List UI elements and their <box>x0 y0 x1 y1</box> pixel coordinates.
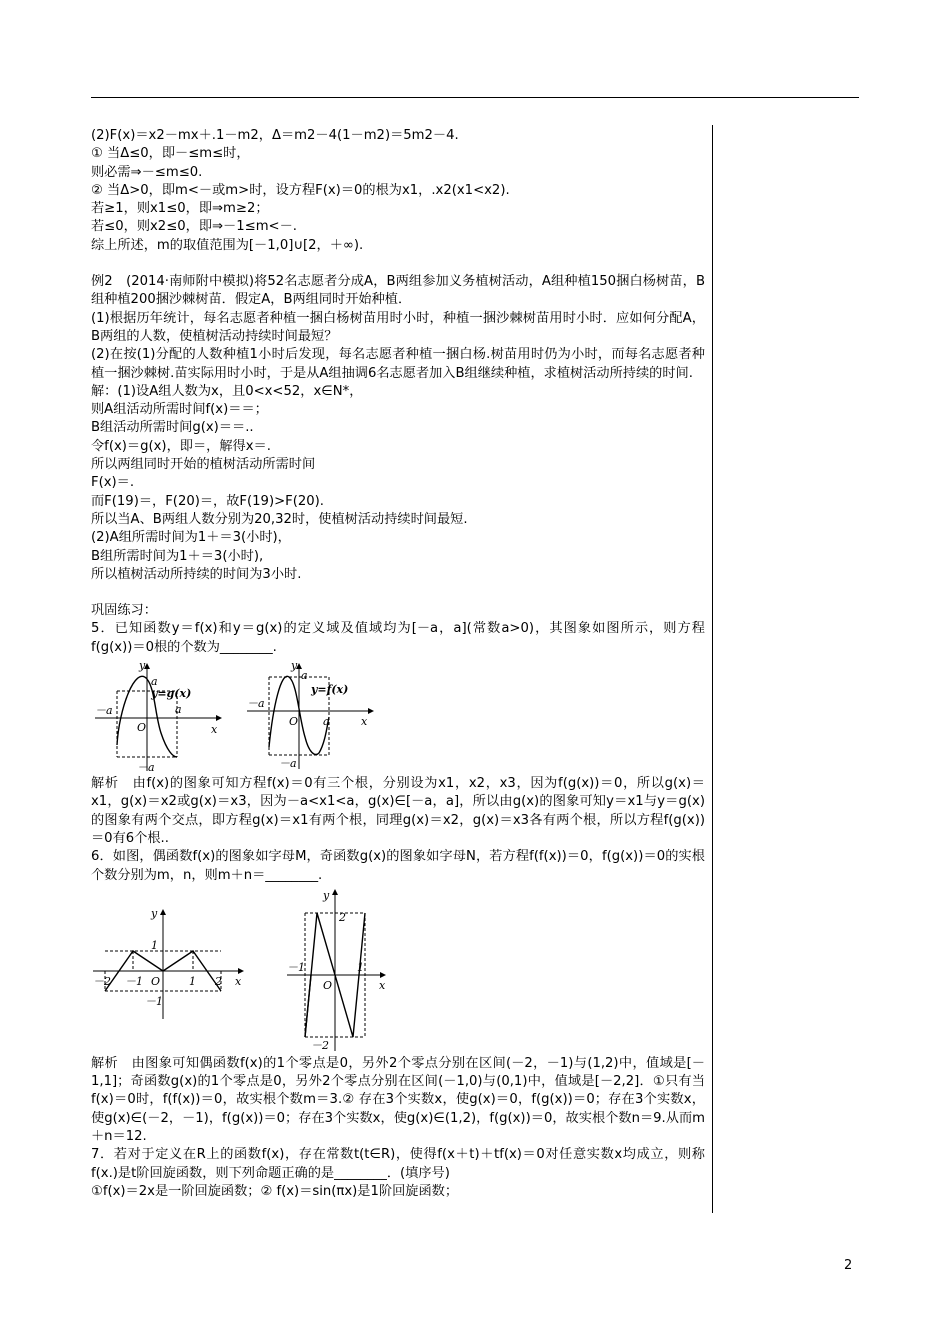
text-line: 若≥1，则x1≤0，即⇒m≥2； <box>91 201 269 217</box>
text-line: (2)F(x)＝x2－mx＋.1－m2，Δ＝m2－4(1－m2)＝5m2－4. <box>91 128 459 143</box>
tick-label: a <box>301 669 308 683</box>
tick-label: －a <box>137 761 155 775</box>
tick-label: 1 <box>357 960 364 974</box>
curve-label: y=f(x) <box>311 683 349 697</box>
text-line: ② 当Δ>0，即m<－或m>时，设方程F(x)＝0的根为x1，.x2(x1<x2). <box>91 182 510 198</box>
answer-6: 解析 由图象可知偶函数f(x)的1个零点是0，另外2个零点分别在区间(－2，－1)与(1,2)中，值域是[－1,1]；奇函数g(x)的1个零点是0，另外2个零点分别在区间(－1,0)与(0,1)中，值域是[－2,2]．①只有当f(x)＝0时，f(f(x))＝0，故实根个数m＝3.② 存在3个实数x，使g(x)＝0，f(g(x))＝0；存在3个实数x，使g(x)∈(－2，－1)，f(g(x))＝0；存在3个实数x，使g(x)∈(1,2)，f(g(x))＝0，故实根个数n＝9.从而m＋n＝12. <box>91 1055 705 1144</box>
axis-label-y: y <box>151 906 158 920</box>
tick-label: －a <box>95 704 113 718</box>
example2-problem: 例2 (2014·南师附中模拟)将52名志愿者分成A，B两组参加义务植树活动，A组种植150捆白杨树苗，B组种植200捆沙棘树苗．假定A，B两组同时开始种植． <box>91 274 705 308</box>
text-line: 若≤0，则x2≤0，即⇒－1≤m<－. <box>91 219 297 235</box>
example2-question-1: (1)根据历年统计，每名志愿者种植一捆白杨树苗用时小时，种植一捆沙棘树苗用时小时．应如何分配A，B两组的人数，使植树活动持续时间最短？ <box>91 310 705 344</box>
origin-label: O <box>151 974 161 988</box>
tick-label: 1 <box>151 938 158 952</box>
question-6: 6．如图，偶函数f(x)的图象如字母M，奇函数g(x)的图象如字母N，若方程f(f(x))＝0，f(g(x))＝0的实根个数分别为m，n，则m＋n＝________. <box>91 849 705 883</box>
tick-label: －2 <box>311 1038 329 1052</box>
q6-figures <box>91 885 705 1055</box>
tick-label: －1 <box>287 960 305 974</box>
curve-label: y=g(x) <box>151 687 192 701</box>
origin-label: O <box>137 721 147 735</box>
question-7-options: ①f(x)＝2x是一阶回旋函数；② f(x)＝sin(πx)是1阶回旋函数； <box>91 1183 459 1199</box>
tick-label: －a <box>247 697 265 711</box>
axis-label-x: x <box>211 723 218 737</box>
text-line: 所以两组同时开始的植树活动所需时间 <box>91 457 316 473</box>
text-line: B组所需时间为1＋＝3(小时), <box>91 548 264 564</box>
tick-label: －1 <box>125 974 143 988</box>
text-line: 所以植树活动所持续的时间为3小时. <box>91 566 302 582</box>
axis-label-y: y <box>323 888 330 902</box>
tick-label: 2 <box>215 974 222 988</box>
text-line: 则A组活动所需时间f(x)＝＝； <box>91 402 268 418</box>
example2-question-2: (2)在按(1)分配的人数种植1小时后发现，每名志愿者种植一捆白杨.树苗用时仍为小时，而每名志愿者种植一捆沙棘树.苗实际用时小时，于是从A组抽调6名志愿者加入B组继续种植，求植树活动所持续的时间. <box>91 347 705 381</box>
axis-label-x: x <box>361 715 368 729</box>
q6-graph-m <box>91 901 251 1031</box>
text-line: B组活动所需时间g(x)＝＝.. <box>91 420 254 436</box>
q5-graph-g <box>91 657 231 775</box>
q5-graph-f <box>243 657 383 775</box>
page-number: 2 <box>844 1258 853 1273</box>
question-5: 5．已知函数y＝f(x)和y＝g(x)的定义域及值域均为[－a，a](常数a>0)，其图象如图所示，则方程f(g(x))＝0根的个数为________. <box>91 621 705 655</box>
origin-label: O <box>289 715 299 729</box>
practice-heading: 巩固练习： <box>91 603 157 619</box>
tick-label: a <box>175 703 182 717</box>
axis-label-x: x <box>379 978 386 992</box>
text-line: ① 当Δ≤0，即－≤m≤时， <box>91 146 250 162</box>
page-content <box>91 127 705 1201</box>
tick-label: 2 <box>339 910 346 924</box>
text-line: 则必需⇒－≤m≤0. <box>91 164 203 180</box>
text-line: (2)A组所需时间为1＋＝3(小时)， <box>91 530 291 546</box>
axis-label-y: y <box>139 659 146 673</box>
tick-label: 1 <box>189 974 196 988</box>
tick-label: －a <box>279 757 297 771</box>
tick-label: －1 <box>145 994 163 1008</box>
tick-label: a <box>323 715 330 729</box>
tick-label: a <box>151 675 158 689</box>
text-line: 综上所述，m的取值范围为[－1,0]∪[2，＋∞). <box>91 237 364 253</box>
tick-label: －2 <box>93 974 111 988</box>
text-line: 令f(x)＝g(x)，即＝，解得x＝. <box>91 438 271 454</box>
axis-label-x: x <box>235 974 242 988</box>
q5-figures <box>91 657 705 775</box>
text-line: 解：(1)设A组人数为x，且0<x<52，x∈N*， <box>91 383 363 399</box>
column-rule <box>712 125 713 1213</box>
origin-label: O <box>323 978 333 992</box>
header-rule <box>91 97 859 98</box>
q6-graph-n <box>287 885 397 1055</box>
text-line: 所以当A、B两组人数分别为20,32时，使植树活动持续时间最短. <box>91 511 468 527</box>
axis-label-y: y <box>291 659 298 673</box>
text-line: 而F(19)＝，F(20)＝，故F(19)>F(20). <box>91 493 324 509</box>
text-line: F(x)＝. <box>91 475 135 491</box>
answer-5: 解析 由f(x)的图象可知方程f(x)＝0有三个根，分别设为x1，x2，x3，因为f(g(x))＝0，所以g(x)＝x1，g(x)＝x2或g(x)＝x3，因为－a<x1<a，g(x)∈[－a，a]，所以由g(x)的图象可知y＝x1与y＝g(x)的图象有两个交点，即方程g(x)＝x1有两个根，同理g(x)＝x2，g(x)＝x3各有两个根，所以方程f(g(x))＝0有6个根.. <box>91 776 705 846</box>
question-7: 7．若对于定义在R上的函数f(x)，存在常数t(t∈R)，使得f(x＋t)＋tf(x)＝0对任意实数x均成立，则称f(x.)是t阶回旋函数，则下列命题正确的是________．(填序号) <box>91 1147 705 1181</box>
